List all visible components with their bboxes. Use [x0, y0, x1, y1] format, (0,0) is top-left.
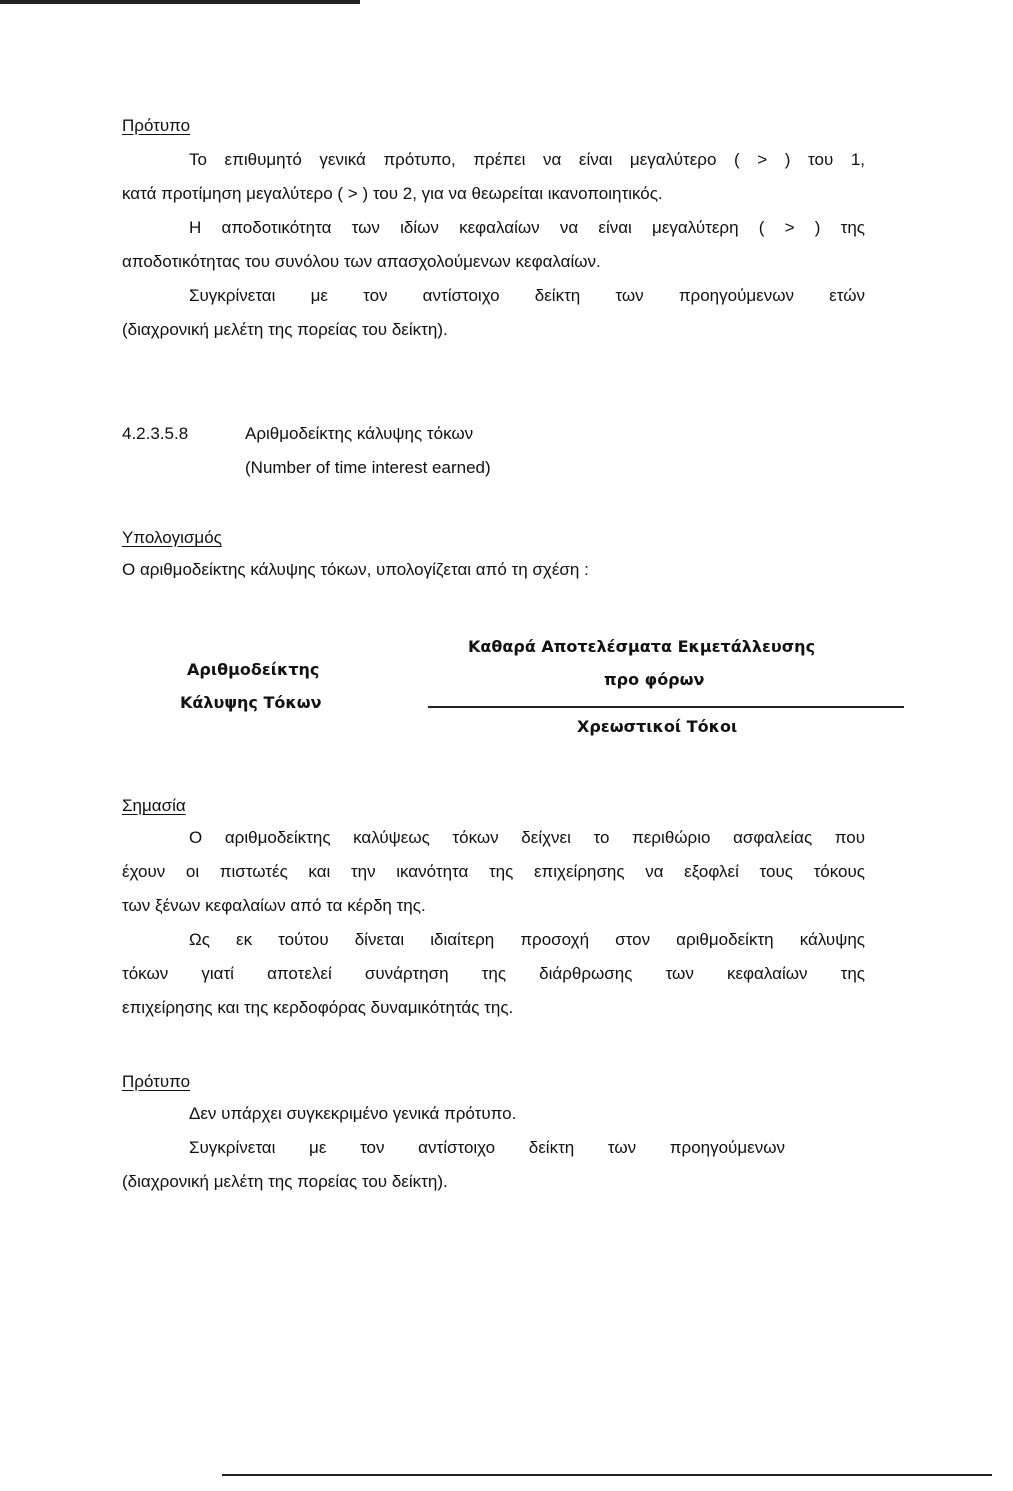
paragraph-line: επιχείρησης και της κερδοφόρας δυναμικότητάς της.	[122, 998, 514, 1017]
calculation-text: Ο αριθμοδείκτης κάλυψης τόκων, υπολογίζεται από τη σχέση :	[122, 560, 589, 579]
paragraph-line: κατά προτίμηση μεγαλύτερο ( > ) του 2, για να θεωρείται ικανοποιητικός.	[122, 184, 663, 203]
paragraph-line: των ξένων κεφαλαίων από τα κέρδη της.	[122, 896, 426, 915]
section-heading-prototype: Πρότυπο	[122, 1072, 191, 1091]
bottom-scan-rule	[222, 1474, 992, 1476]
fraction-line	[428, 706, 904, 708]
formula-lhs-line2: Κάλυψης Τόκων	[180, 693, 322, 712]
subsection-title: Αριθμοδείκτης κάλυψης τόκων	[245, 424, 474, 443]
subsection-number: 4.2.3.5.8	[122, 424, 189, 443]
paragraph-line: Η αποδοτικότητα των ιδίων κεφαλαίων να είναι μεγαλύτερη ( > ) της	[189, 218, 865, 237]
section-heading-significance: Σημασία	[122, 796, 186, 815]
subsection-subtitle: (Number of time interest earned)	[245, 458, 491, 477]
paragraph-line: (διαχρονική μελέτη της πορείας του δείκτη).	[122, 320, 448, 339]
paragraph-line: Δεν υπάρχει συγκεκριμένο γενικά πρότυπο.	[189, 1104, 517, 1123]
paragraph-line: Ως εκ τούτου δίνεται ιδιαίτερη προσοχή στον αριθμοδείκτη κάλυψης	[189, 930, 865, 949]
paragraph-line: (διαχρονική μελέτη της πορείας του δείκτη).	[122, 1172, 448, 1191]
formula-numerator-line2: προ φόρων	[604, 670, 705, 689]
paragraph-line: έχουν οι πιστωτές και την ικανότητα της επιχείρησης να εξοφλεί τους τόκους	[122, 862, 865, 881]
formula-lhs-line1: Αριθμοδείκτης	[187, 660, 320, 679]
formula-numerator-line1: Καθαρά Αποτελέσματα Εκμετάλλευσης	[468, 637, 816, 656]
paragraph-line: αποδοτικότητας του συνόλου των απασχολούμενων κεφαλαίων.	[122, 252, 601, 271]
formula-denominator: Χρεωστικοί Τόκοι	[577, 717, 738, 736]
paragraph-line: Συγκρίνεται με τον αντίστοιχο δείκτη των προηγούμενων	[189, 1138, 785, 1157]
paragraph-line: Το επιθυμητό γενικά πρότυπο, πρέπει να είναι μεγαλύτερο ( > ) του 1,	[189, 150, 865, 169]
top-scan-rule	[0, 0, 360, 4]
paragraph-line: Συγκρίνεται με τον αντίστοιχο δείκτη των προηγούμενων ετών	[189, 286, 865, 305]
paragraph-line: Ο αριθμοδείκτης καλύψεως τόκων δείχνει το περιθώριο ασφαλείας που	[189, 828, 865, 847]
section-heading-prototype: Πρότυπο	[122, 116, 191, 135]
section-heading-calculation: Υπολογισμός	[122, 528, 222, 547]
paragraph-line: τόκων γιατί αποτελεί συνάρτηση της διάρθρωσης των κεφαλαίων της	[122, 964, 865, 983]
